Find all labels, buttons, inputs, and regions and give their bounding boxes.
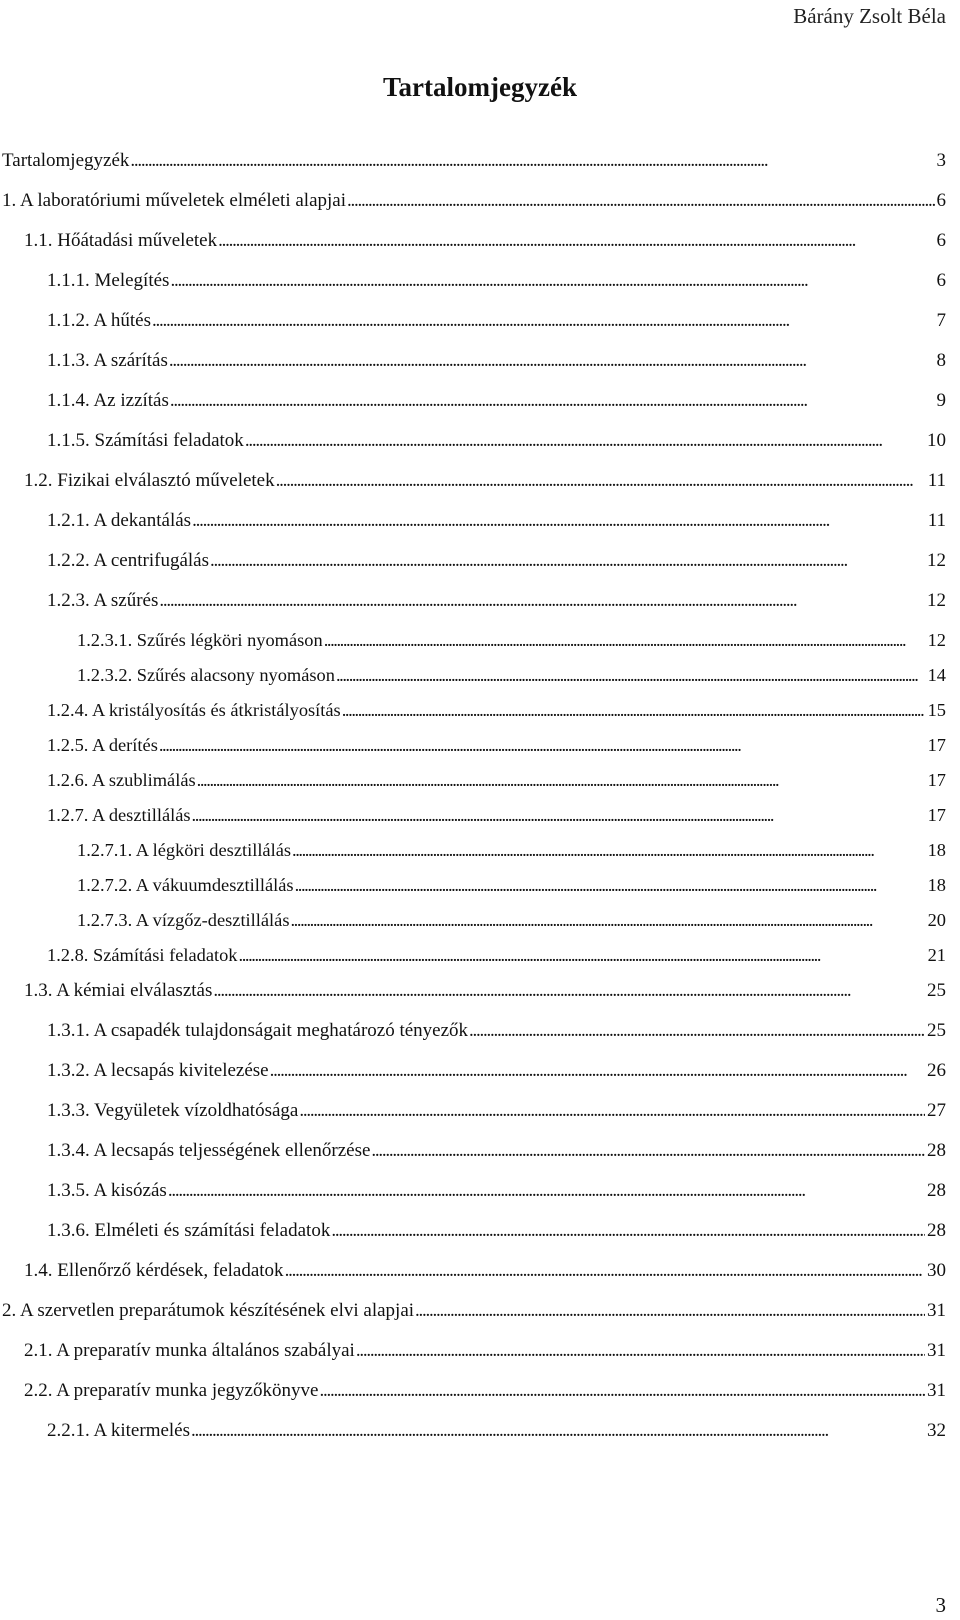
toc-entry[interactable] xyxy=(0,510,960,550)
toc-entry[interactable] xyxy=(0,190,960,230)
toc-entry[interactable] xyxy=(0,310,960,350)
toc-entry-title: 2.2. A preparatív munka jegyzőkönyve xyxy=(24,1380,319,1401)
toc-entry[interactable] xyxy=(0,1300,960,1340)
toc-dot-leader xyxy=(295,875,926,896)
toc-entry-page: 17 xyxy=(927,770,946,790)
toc-entry-page: 10 xyxy=(927,430,946,451)
toc-entry[interactable] xyxy=(0,1180,960,1220)
toc-entry[interactable] xyxy=(0,945,960,980)
toc-entry-title: 1.2.3.1. Szűrés légköri nyomáson xyxy=(77,630,323,650)
toc-entry-page: 6 xyxy=(936,190,946,211)
toc-entry[interactable] xyxy=(0,1260,960,1300)
toc-entry-page: 25 xyxy=(927,980,946,1001)
toc-entry[interactable] xyxy=(0,630,960,665)
toc-entry-page: 14 xyxy=(927,665,946,685)
toc-dot-leader xyxy=(159,590,925,612)
toc-entry[interactable] xyxy=(0,875,960,910)
toc-dot-leader xyxy=(356,1340,925,1362)
toc-entry-title: 1.2.5. A derítés xyxy=(47,735,158,755)
toc-entry[interactable] xyxy=(0,910,960,945)
toc-entry-page: 12 xyxy=(927,630,946,650)
toc-dot-leader xyxy=(192,510,926,532)
toc-dot-leader xyxy=(159,735,926,756)
toc-entry[interactable] xyxy=(0,700,960,735)
toc-entry[interactable] xyxy=(0,270,960,310)
toc-dot-leader xyxy=(191,1420,925,1442)
toc-entry-page: 18 xyxy=(927,875,946,895)
toc-entry-title: Tartalomjegyzék xyxy=(2,150,130,171)
toc-entry-title: 1.2.7. A desztillálás xyxy=(47,805,191,825)
toc-dot-leader xyxy=(347,190,934,212)
toc-entry-page: 21 xyxy=(927,945,946,965)
toc-entry-title: 1.1.2. A hűtés xyxy=(47,310,151,331)
toc-dot-leader xyxy=(331,1220,925,1242)
toc-dot-leader xyxy=(239,945,926,966)
toc-dot-leader xyxy=(336,665,926,686)
toc-entry[interactable] xyxy=(0,1140,960,1180)
toc-dot-leader xyxy=(192,805,926,826)
header-author: Bárány Zsolt Béla xyxy=(793,4,946,28)
toc-entry-title: 1.2.3. A szűrés xyxy=(47,590,159,611)
toc-entry-page: 27 xyxy=(927,1100,946,1121)
toc-entry-page: 26 xyxy=(927,1060,946,1081)
toc-dot-leader xyxy=(371,1140,925,1162)
toc-entry-title: 1.2.7.2. A vákuumdesztillálás xyxy=(77,875,294,895)
toc-dot-leader xyxy=(169,350,935,372)
toc-entry-page: 31 xyxy=(927,1380,946,1401)
toc-entry[interactable] xyxy=(0,770,960,805)
toc-entry-page: 11 xyxy=(927,510,946,531)
toc-entry-page: 20 xyxy=(927,910,946,930)
toc-dot-leader xyxy=(324,630,926,651)
toc-entry-title: 2.1. A preparatív munka általános szabályai xyxy=(24,1340,355,1361)
toc-entry-title: 1.2.2. A centrifugálás xyxy=(47,550,209,571)
toc-entry-page: 32 xyxy=(927,1420,946,1441)
toc-entry-page: 18 xyxy=(927,840,946,860)
toc-dot-leader xyxy=(213,980,925,1002)
toc-entry[interactable] xyxy=(0,1060,960,1100)
toc-entry-page: 31 xyxy=(927,1300,946,1321)
toc-entry-page: 6 xyxy=(936,230,946,251)
toc-entry-page: 17 xyxy=(927,805,946,825)
toc-entry[interactable] xyxy=(0,1420,960,1460)
toc-entry-page: 3 xyxy=(936,150,946,171)
toc-entry-title: 1.1.1. Melegítés xyxy=(47,270,170,291)
toc-entry[interactable] xyxy=(0,1380,960,1420)
toc-entry[interactable] xyxy=(0,665,960,700)
toc-entry-title: 1.3.6. Elméleti és számítási feladatok xyxy=(47,1220,331,1241)
toc-entry-page: 25 xyxy=(927,1020,946,1041)
toc-dot-leader xyxy=(415,1300,925,1322)
toc-entry[interactable] xyxy=(0,230,960,270)
toc-dot-leader xyxy=(168,1180,925,1202)
toc-entry[interactable] xyxy=(0,470,960,510)
toc-entry[interactable] xyxy=(0,1220,960,1260)
toc-dot-leader xyxy=(276,470,926,492)
toc-entry[interactable] xyxy=(0,735,960,770)
toc-entry-page: 12 xyxy=(927,590,946,611)
toc-entry-title: 2. A szervetlen preparátumok készítésének elvi alapjai xyxy=(2,1300,415,1321)
toc-entry-title: 1.2.7.3. A vízgőz-desztillálás xyxy=(77,910,290,930)
toc-dot-leader xyxy=(319,1380,925,1402)
toc-entry-page: 12 xyxy=(927,550,946,571)
toc-dot-leader xyxy=(218,230,934,252)
toc-entry[interactable] xyxy=(0,980,960,1020)
toc-entry-title: 1.2.1. A dekantálás xyxy=(47,510,192,531)
toc-entry[interactable] xyxy=(0,430,960,470)
toc-entry[interactable] xyxy=(0,390,960,430)
toc-entry-page: 6 xyxy=(936,270,946,291)
toc-entry[interactable] xyxy=(0,1100,960,1140)
toc-entry-page: 28 xyxy=(927,1180,946,1201)
toc-dot-leader xyxy=(170,390,935,412)
toc-entry[interactable] xyxy=(0,1340,960,1380)
toc-entry-title: 1.3. A kémiai elválasztás xyxy=(24,980,213,1001)
toc-entry-page: 8 xyxy=(936,350,946,371)
toc-entry[interactable] xyxy=(0,550,960,590)
toc-entry-title: 1.1.3. A szárítás xyxy=(47,350,168,371)
page-title: Tartalomjegyzék xyxy=(383,72,577,102)
toc-dot-leader xyxy=(290,910,925,931)
toc-entry-title: 1. A laboratóriumi műveletek elméleti alapjai xyxy=(2,190,347,211)
toc-entry-page: 31 xyxy=(927,1340,946,1361)
toc-entry-title: 1.2. Fizikai elválasztó műveletek xyxy=(24,470,275,491)
toc-entry-title: 1.1.4. Az izzítás xyxy=(47,390,169,411)
toc-dot-leader xyxy=(292,840,926,861)
toc-entry[interactable] xyxy=(0,350,960,390)
toc-entry-title: 1.2.6. A szublimálás xyxy=(47,770,196,790)
toc-dot-leader xyxy=(130,150,934,172)
toc-entry-title: 1.2.4. A kristályosítás és átkristályosítás xyxy=(47,700,341,720)
toc-entry-page: 7 xyxy=(936,310,946,331)
toc-dot-leader xyxy=(197,770,926,791)
toc-entry-title: 2.2.1. A kitermelés xyxy=(47,1420,191,1441)
toc-entry-page: 9 xyxy=(936,390,946,411)
toc-dot-leader xyxy=(152,310,935,332)
toc-dot-leader xyxy=(285,1260,925,1282)
toc-entry-title: 1.1. Hőátadási műveletek xyxy=(24,230,218,251)
toc-entry-title: 1.2.3.2. Szűrés alacsony nyomáson xyxy=(77,665,335,685)
footer-page-number: 3 xyxy=(935,1593,946,1617)
toc-entry-title: 1.2.7.1. A légköri desztillálás xyxy=(77,840,292,860)
toc-entry-page: 28 xyxy=(927,1140,946,1161)
toc-entry-title: 1.3.3. Vegyületek vízoldhatósága xyxy=(47,1100,299,1121)
toc-dot-leader xyxy=(210,550,925,572)
toc-entry-title: 1.3.1. A csapadék tulajdonságait meghatározó tényezők xyxy=(47,1020,469,1041)
toc-entry-page: 30 xyxy=(927,1260,946,1281)
toc-entry-page: 28 xyxy=(927,1220,946,1241)
toc-entry[interactable] xyxy=(0,590,960,630)
toc-entry-page: 11 xyxy=(927,470,946,491)
toc-dot-leader xyxy=(469,1020,925,1042)
toc-entry[interactable] xyxy=(0,1020,960,1060)
toc-entry-title: 1.3.2. A lecsapás kivitelezése xyxy=(47,1060,269,1081)
table-of-contents xyxy=(0,150,960,1460)
toc-entry-title: 1.3.5. A kisózás xyxy=(47,1180,167,1201)
toc-dot-leader xyxy=(342,700,926,721)
toc-entry-title: 1.1.5. Számítási feladatok xyxy=(47,430,244,451)
toc-entry[interactable] xyxy=(0,840,960,875)
toc-entry-title: 1.4. Ellenőrző kérdések, feladatok xyxy=(24,1260,284,1281)
toc-entry-page: 17 xyxy=(927,735,946,755)
toc-entry-title: 1.2.8. Számítási feladatok xyxy=(47,945,238,965)
toc-dot-leader xyxy=(245,430,925,452)
toc-dot-leader xyxy=(270,1060,925,1082)
toc-entry[interactable] xyxy=(0,805,960,840)
toc-dot-leader xyxy=(299,1100,925,1122)
toc-entry[interactable] xyxy=(0,150,960,190)
toc-dot-leader xyxy=(170,270,934,292)
toc-entry-page: 15 xyxy=(927,700,946,720)
toc-entry-title: 1.3.4. A lecsapás teljességének ellenőrzése xyxy=(47,1140,371,1161)
